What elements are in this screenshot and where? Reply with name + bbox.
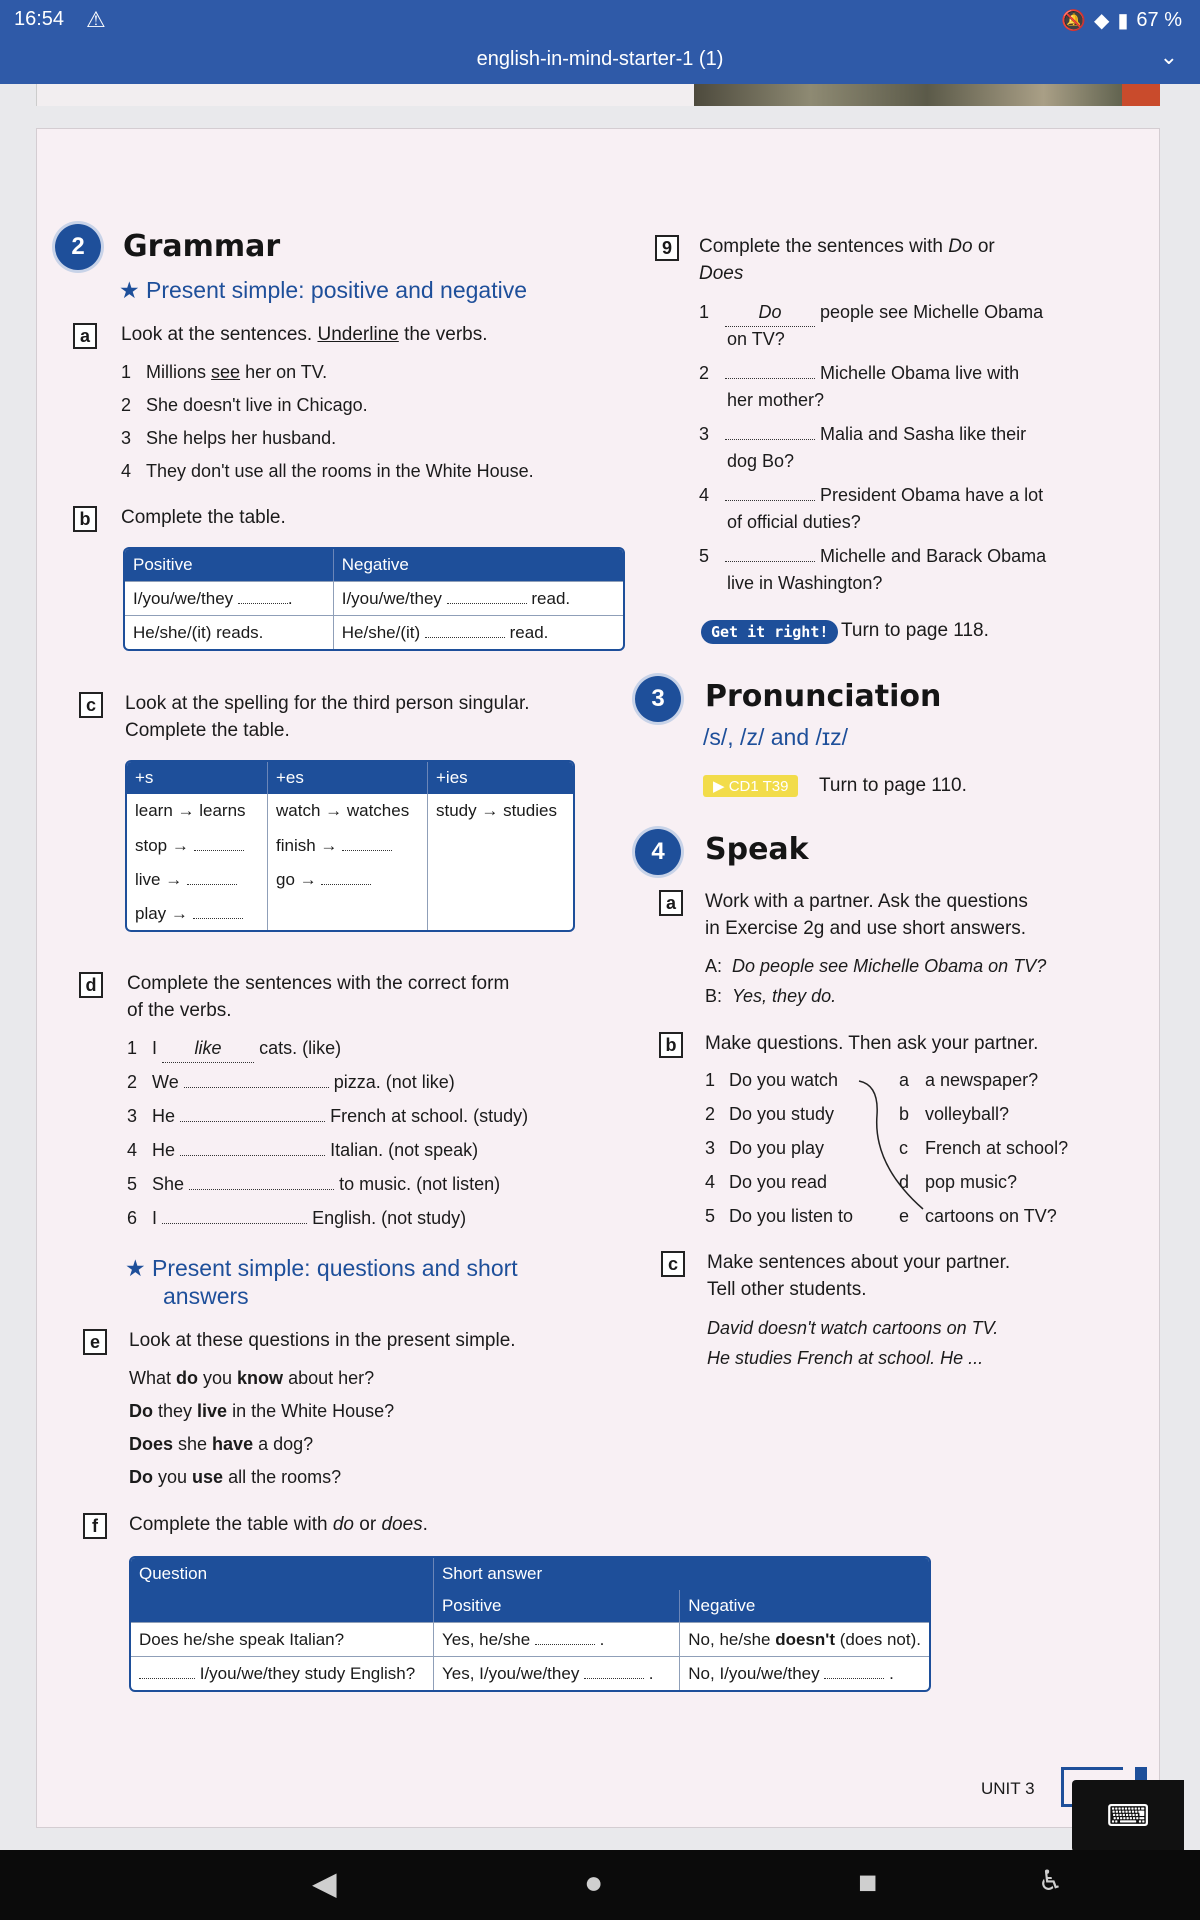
table-header: Question bbox=[131, 1558, 433, 1590]
document-title[interactable]: english-in-mind-starter-1 (1) bbox=[476, 48, 724, 70]
positive-negative-table bbox=[123, 547, 625, 651]
accessibility-icon[interactable]: ♿ bbox=[1038, 1865, 1064, 1896]
section-number: 3 bbox=[635, 676, 681, 722]
list-item: 1 I like cats. (like) bbox=[127, 1035, 341, 1063]
exercise-instruction: Complete the table with do or does. bbox=[129, 1514, 428, 1535]
table-cell: Yes, he/she . bbox=[433, 1622, 679, 1656]
table-cell: watch → watches bbox=[267, 794, 427, 828]
table-cell bbox=[427, 896, 573, 930]
match-right-item: d pop music? bbox=[899, 1172, 1018, 1192]
section-number: 2 bbox=[55, 224, 101, 270]
status-time: 16:54 bbox=[14, 8, 65, 30]
subheading-present-simple: ★ Present simple: positive and negative bbox=[119, 277, 528, 303]
exercise-letter: c bbox=[79, 692, 103, 718]
exercise-letter: e bbox=[83, 1329, 107, 1355]
list-item: 1 Do people see Michelle Obama bbox=[699, 299, 1043, 327]
list-item: 3 He French at school. (study) bbox=[127, 1106, 529, 1126]
exercise-letter: b bbox=[73, 506, 97, 532]
exercise-letter: b bbox=[659, 1032, 683, 1058]
exercise-instruction: Work with a partner. Ask the questions bbox=[705, 891, 1028, 912]
subheading-questions-cont: answers bbox=[163, 1283, 249, 1309]
table-cell: learn → learns bbox=[135, 801, 246, 820]
warning-icon: ⚠ bbox=[86, 7, 106, 32]
exercise-number: 9 bbox=[655, 235, 679, 261]
app-bar bbox=[0, 0, 1200, 84]
table-cell bbox=[427, 828, 573, 862]
keyboard-icon[interactable]: ⌨ bbox=[1072, 1780, 1184, 1852]
list-item: Do they live in the White House? bbox=[129, 1401, 395, 1421]
list-item: 4 They don't use all the rooms in the White House. bbox=[121, 461, 534, 481]
table-header: Negative bbox=[333, 549, 623, 581]
match-left-item: 2 Do you study bbox=[705, 1104, 835, 1124]
list-item-cont: of official duties? bbox=[727, 512, 861, 532]
previous-page-accent bbox=[1122, 84, 1160, 106]
match-right-item: b volleyball? bbox=[899, 1104, 1010, 1124]
example-question: A: Do people see Michelle Obama on TV? bbox=[705, 956, 1047, 976]
unit-label: UNIT 3 bbox=[981, 1779, 1035, 1798]
section-title-pronunciation: Pronunciation bbox=[705, 679, 942, 714]
nav-back-icon[interactable]: ◀ bbox=[312, 1865, 337, 1901]
document-page[interactable] bbox=[36, 128, 1160, 1828]
nav-recents-icon[interactable]: ■ bbox=[858, 1864, 878, 1900]
list-item-cont: dog Bo? bbox=[727, 451, 795, 471]
previous-page-photo bbox=[694, 84, 1160, 106]
match-left-item: 5 Do you listen to bbox=[705, 1206, 854, 1226]
exercise-instruction: Complete the table. bbox=[121, 507, 286, 528]
list-item: What do you know about her? bbox=[129, 1368, 375, 1388]
list-item: 5 Michelle and Barack Obama bbox=[699, 546, 1047, 566]
table-header: Positive bbox=[125, 549, 333, 581]
match-right-item: c French at school? bbox=[899, 1138, 1069, 1158]
match-right-item: e cartoons on TV? bbox=[899, 1206, 1057, 1226]
status-icons bbox=[1061, 8, 1182, 33]
list-item: 3 Malia and Sasha like their bbox=[699, 424, 1027, 444]
example-answer: B: Yes, they do. bbox=[705, 986, 837, 1006]
exercise-instruction: Complete the sentences with the correct form bbox=[127, 973, 510, 994]
list-item: 1 Millions see her on TV. bbox=[121, 362, 328, 382]
exercise-letter: d bbox=[79, 972, 103, 998]
table-cell: study → studies bbox=[427, 794, 573, 828]
section-title-grammar: Grammar bbox=[123, 229, 281, 264]
exercise-instruction: Complete the table. bbox=[125, 720, 290, 741]
pronunciation-sounds: /s/, /z/ and /ɪz/ bbox=[703, 724, 848, 750]
system-nav-bar bbox=[0, 1850, 1200, 1920]
table-cell bbox=[427, 862, 573, 896]
list-item: 4 President Obama have a lot bbox=[699, 485, 1044, 505]
list-item: 2 We pizza. (not like) bbox=[127, 1072, 455, 1092]
table-cell: live → bbox=[127, 862, 267, 896]
table-header: Negative bbox=[679, 1590, 929, 1622]
exercise-instruction: Make questions. Then ask your partner. bbox=[705, 1033, 1039, 1054]
exercise-instruction: Make sentences about your partner. bbox=[707, 1252, 1011, 1273]
exercise-instruction: Complete the sentences with Do or bbox=[699, 236, 995, 257]
list-item: 4 He Italian. (not speak) bbox=[127, 1140, 479, 1160]
exercise-instruction: Look at the sentences. Underline the verbs. bbox=[121, 324, 488, 345]
table-header: Positive bbox=[433, 1590, 679, 1622]
wifi-icon: ◆ bbox=[1094, 10, 1110, 32]
spelling-table bbox=[125, 760, 575, 932]
get-it-right-badge: Get it right! bbox=[701, 620, 838, 644]
match-left-item: 1 Do you watch bbox=[705, 1070, 839, 1090]
match-right-item: a a newspaper? bbox=[899, 1070, 1039, 1090]
table-cell: I/you/we/they read. bbox=[333, 581, 623, 615]
exercise-letter: a bbox=[659, 890, 683, 916]
list-item: 2 She doesn't live in Chicago. bbox=[121, 395, 368, 415]
section-number: 4 bbox=[635, 829, 681, 875]
list-item-cont: on TV? bbox=[727, 329, 785, 349]
table-header: +s bbox=[127, 762, 267, 794]
table-cell: No, he/she doesn't (does not). bbox=[679, 1622, 929, 1656]
table-cell: He/she/(it) reads. bbox=[125, 615, 333, 649]
reference-text: Turn to page 110. bbox=[819, 775, 967, 796]
table-cell: play → bbox=[127, 896, 267, 930]
list-item: 3 She helps her husband. bbox=[121, 428, 337, 448]
list-item-cont: live in Washington? bbox=[727, 573, 883, 593]
exercise-letter: a bbox=[73, 323, 97, 349]
battery-level: 67 % bbox=[1136, 9, 1182, 31]
table-header: +es bbox=[267, 762, 427, 794]
list-item: Does she have a dog? bbox=[129, 1434, 314, 1454]
example-sentence: He studies French at school. He ... bbox=[707, 1348, 984, 1368]
nav-home-icon[interactable]: ● bbox=[584, 1864, 604, 1900]
table-cell: finish → bbox=[267, 828, 427, 862]
table-cell: Yes, I/you/we/they . bbox=[433, 1656, 679, 1690]
exercise-letter: f bbox=[83, 1513, 107, 1539]
exercise-instruction: Look at the spelling for the third person singular. bbox=[125, 693, 530, 714]
match-left-item: 3 Do you play bbox=[705, 1138, 825, 1158]
exercise-instruction: Does bbox=[699, 263, 744, 284]
subheading-questions: ★ Present simple: questions and short bbox=[125, 1255, 518, 1281]
list-item: Do you use all the rooms? bbox=[129, 1467, 342, 1487]
chevron-down-icon[interactable]: ⌄ bbox=[1159, 44, 1178, 69]
questions-table bbox=[129, 1556, 931, 1692]
list-item: 6 I English. (not study) bbox=[127, 1208, 467, 1228]
exercise-instruction: Tell other students. bbox=[707, 1279, 867, 1300]
table-cell: Does he/she speak Italian? bbox=[131, 1622, 433, 1656]
table-cell: I/you/we/they . bbox=[125, 581, 333, 615]
table-cell bbox=[267, 896, 427, 930]
battery-icon: ▮ bbox=[1117, 10, 1129, 32]
table-cell: No, I/you/we/they . bbox=[679, 1656, 929, 1690]
table-header: Short answer bbox=[433, 1558, 929, 1590]
mute-icon: 🔕 bbox=[1061, 10, 1086, 32]
exercise-letter: c bbox=[661, 1251, 685, 1277]
table-header: +ies bbox=[427, 762, 573, 794]
list-item: 5 She to music. (not listen) bbox=[127, 1174, 501, 1194]
table-cell: I/you/we/they study English? bbox=[131, 1656, 433, 1690]
section-title-speak: Speak bbox=[705, 832, 809, 867]
list-item: 2 Michelle Obama live with bbox=[699, 363, 1020, 383]
table-cell: stop → bbox=[127, 828, 267, 862]
table-cell: go → bbox=[267, 862, 427, 896]
reference-text: Turn to page 118. bbox=[841, 620, 989, 641]
list-item-cont: her mother? bbox=[727, 390, 825, 410]
match-left-item: 4 Do you read bbox=[705, 1172, 828, 1192]
table-cell: He/she/(it) read. bbox=[333, 615, 623, 649]
exercise-instruction: in Exercise 2g and use short answers. bbox=[705, 918, 1027, 939]
example-sentence: David doesn't watch cartoons on TV. bbox=[707, 1318, 999, 1338]
exercise-instruction: of the verbs. bbox=[127, 1000, 232, 1021]
exercise-instruction: Look at these questions in the present simple. bbox=[129, 1330, 516, 1351]
cd-track-badge: ▶ CD1 T39 bbox=[703, 775, 798, 797]
